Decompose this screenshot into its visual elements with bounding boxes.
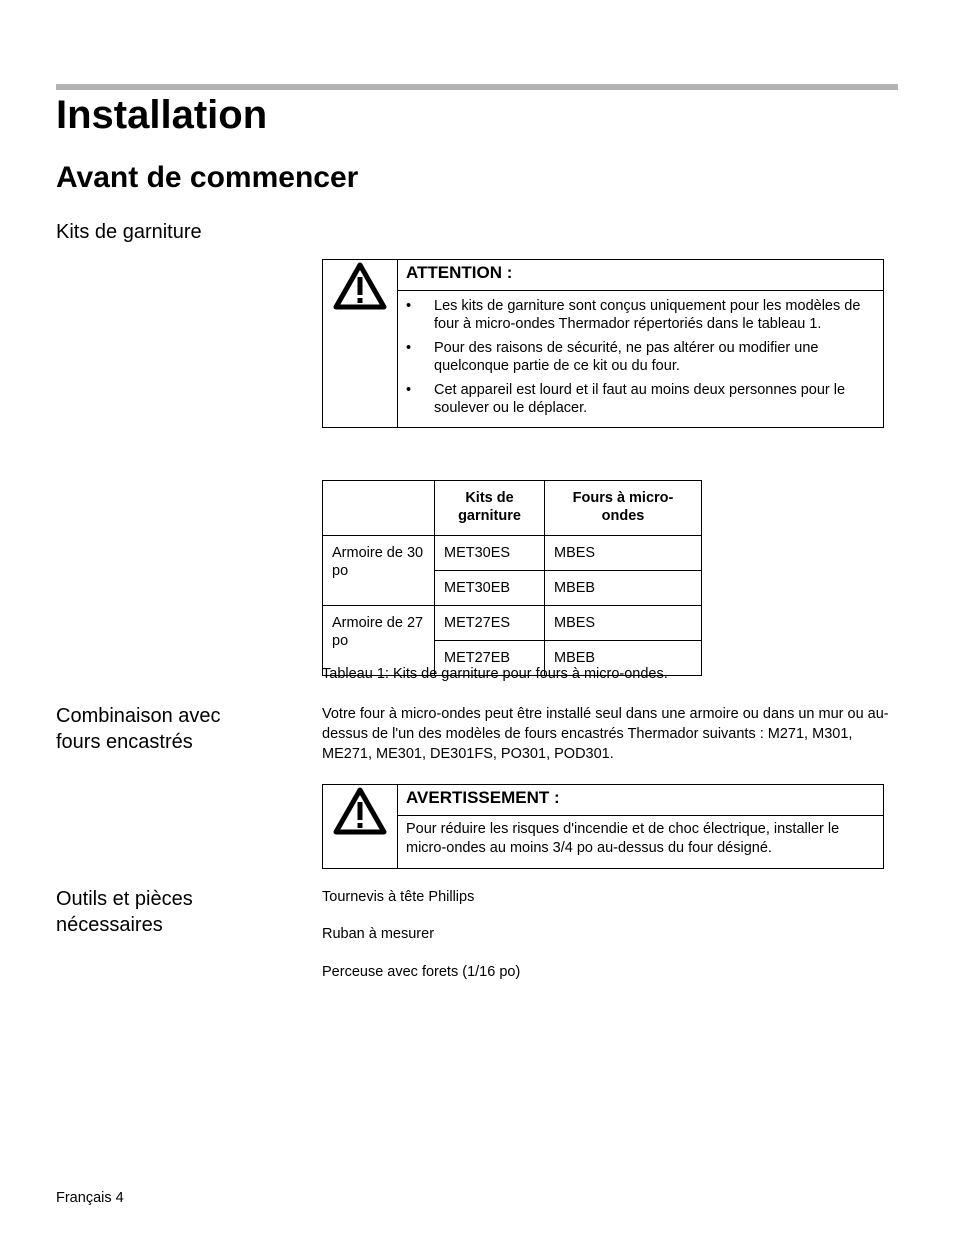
table-cell: MBEB (545, 571, 702, 606)
header-rule (56, 84, 898, 90)
warning-triangle-icon (333, 262, 387, 310)
page-title: Installation (56, 93, 268, 137)
table-header-ovens: Fours à micro-ondes (545, 481, 702, 536)
avertissement-title: AVERTISSEMENT : (398, 785, 883, 816)
table-row (323, 606, 702, 641)
tool-item: Ruban à mesurer (322, 926, 435, 942)
tool-item: Tournevis à tête Phillips (322, 889, 475, 905)
page-footer: Français 4 (56, 1190, 124, 1206)
table-cell: Armoire de 27 po (323, 606, 435, 676)
avertissement-box (322, 784, 884, 869)
attention-box (322, 259, 884, 428)
section-heading-kits: Kits de garniture (56, 221, 202, 243)
table-cell: MBES (545, 536, 702, 571)
table-cell: MBEB (545, 641, 702, 676)
list-item: • Pour des raisons de sécurité, ne pas altérer ou modifier une quelconque partie de ce kit ou du four. (406, 340, 819, 374)
table-cell: Armoire de 30 po (323, 536, 435, 606)
table-cell: MET27EB (435, 641, 545, 676)
section-heading-combinaison: Combinaison avec fours encastrés (56, 705, 221, 753)
list-item: • Cet appareil est lourd et il faut au moins deux personnes pour le soulever ou le déplacer. (406, 382, 846, 416)
section-heading-outils: Outils et pièces nécessaires (56, 888, 193, 936)
kits-table (322, 480, 702, 676)
attention-list (398, 291, 883, 429)
table-cell: MET27ES (435, 606, 545, 641)
table-header-kits: Kits de garniture (435, 481, 545, 536)
page-subtitle: Avant de commencer (56, 161, 359, 194)
warning-triangle-icon (333, 787, 387, 835)
combinaison-paragraph: Votre four à micro-ondes peut être installé seul dans une armoire ou dans un mur ou au-dessus de l'un des modèles de fours encastrés Thermador suivants : M271, M301, ME271, ME301, DE301FS, PO301, POD301. (322, 706, 889, 762)
table-cell: MBES (545, 606, 702, 641)
table-header-row (323, 481, 702, 536)
table-caption: Tableau 1: Kits de garniture pour fours à micro-ondes. (322, 666, 668, 682)
list-item: • Les kits de garniture sont conçus uniquement pour les modèles de four à micro-ondes Thermador répertoriés dans le tableau 1. (406, 298, 861, 332)
avertissement-text: Pour réduire les risques d'incendie et de choc électrique, installer le micro-ondes au moins 3/4 po au-dessus du four désigné. (406, 821, 840, 856)
table-row (323, 536, 702, 571)
attention-title: ATTENTION : (398, 260, 883, 291)
table-cell: MET30EB (435, 571, 545, 606)
table-cell: MET30ES (435, 536, 545, 571)
tool-item: Perceuse avec forets (1/16 po) (322, 964, 521, 980)
